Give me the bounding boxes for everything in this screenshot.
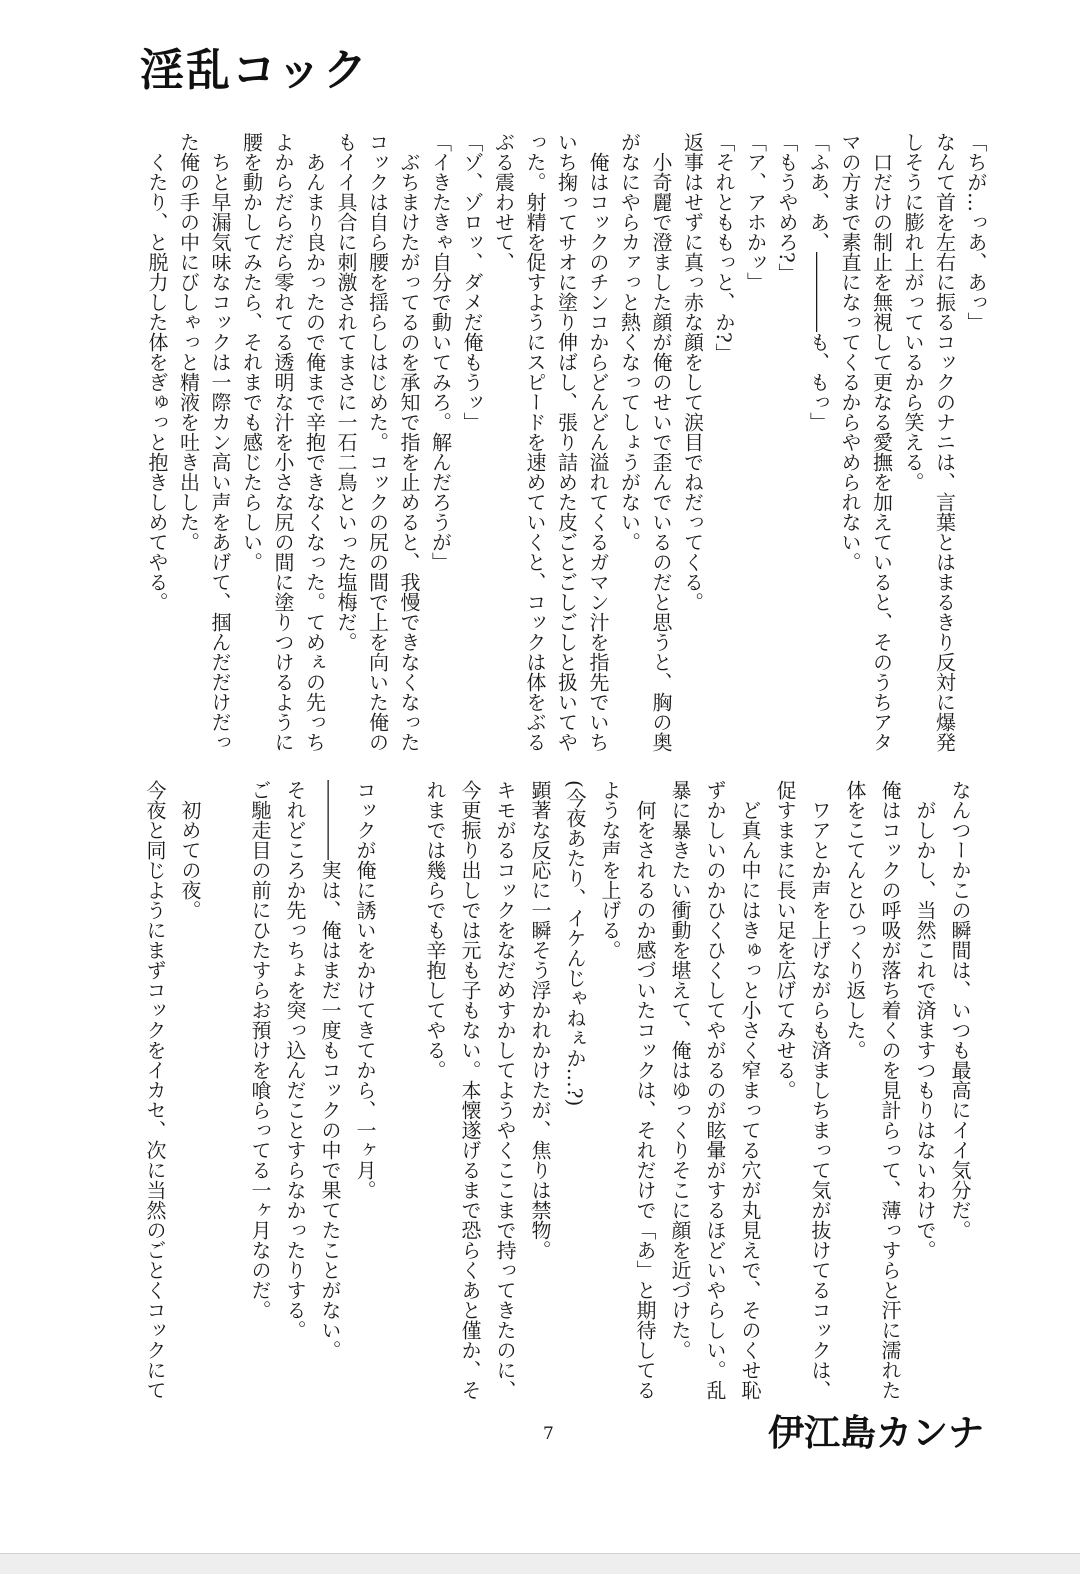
text-line: 口だけの制止を無視して更なる愛撫を加えていると、そのうちアタ	[869, 132, 894, 752]
text-line: マの方まで素直になってくるからやめられない。	[838, 132, 862, 572]
text-line: 腰を動かしてみたら、それまでも感じたらしい。	[239, 132, 264, 572]
text-line: 初めての夜。	[178, 780, 202, 920]
text-line: ぶちまけたがってるのを承知で指を止めると、我慢できなくなった	[397, 132, 421, 752]
text-line: キモがるコックをなだめすかしてようやくここまで持ってきたのに、	[493, 780, 517, 1400]
text-line: ご馳走目の前にひたすらお預けを喰らってる一ヶ月なのだ。	[248, 780, 272, 1320]
story-text-upper	[141, 132, 991, 752]
author-name: 伊江島カンナ	[768, 1413, 985, 1454]
text-line: 「それとももっと、か?」	[712, 132, 736, 363]
text-line: ど真ん中にはきゅっと小さく窄まってる穴が丸見えで、そのくせ恥	[738, 780, 762, 1400]
text-line	[207, 780, 242, 1420]
text-line: なんて首を左右に振るコックのナニは、言葉とはまるきり反対に爆発	[932, 132, 957, 752]
text-line: 小奇麗で澄ました顔が俺のせいで歪んでいるのだと思うと、胸の奥	[649, 132, 673, 752]
text-line: 「ゾ、ゾロッ、ダメだ俺もうッ」	[460, 132, 484, 432]
page-title: 淫乱コック	[140, 45, 370, 96]
scan-edge	[0, 1553, 1080, 1574]
text-line: よからだらだら零れてる透明な汁を小さな尻の間に塗りつけるように	[271, 132, 295, 752]
page-number: 7	[543, 1424, 554, 1444]
story-text-lower	[137, 780, 977, 1420]
text-line: 今更振り出しでは元も子もない。本懐遂げるまで恐らくあと僅か、そ	[458, 780, 482, 1400]
text-line: あんまり良かったので俺まで辛抱できなくなった。てめぇの先っち	[302, 132, 327, 752]
text-line: 「もうやめろ?」	[775, 132, 799, 283]
text-line: 「ふあ、あ、――――も、もっ」	[806, 132, 831, 432]
text-line	[382, 780, 417, 1420]
text-line: それどころか先っちょを突っ込んだことすらなかったりする。	[283, 780, 307, 1340]
text-line: 体をこてんとひっくり返した。	[843, 780, 867, 1060]
text-line: 俺はコックのチンコからどんどん溢れてくるガマン汁を指先でいち	[586, 132, 610, 752]
text-line: ような声を上げる。	[598, 780, 622, 960]
text-line: (今夜あたり、イケんじゃねぇか…?)	[563, 780, 587, 1107]
text-line: 「ちが…っあ、あっ」	[964, 132, 988, 332]
text-line: コックは自ら腰を揺らしはじめた。コックの尻の間で上を向いた俺の	[365, 132, 390, 752]
text-line: ――――実は、俺はまだ一度もコックの中で果てたことがない。	[318, 780, 342, 1360]
text-line: いち掬ってサオに塗り伸ばし、張り詰めた皮ごとごしごしと扱いてや	[554, 132, 579, 752]
text-line: 「ア、アホかッ」	[743, 132, 768, 292]
text-line: 顕著な反応に一瞬そう浮かれかけたが、焦りは禁物。	[528, 780, 552, 1260]
text-line: くたり、と脱力した体をぎゅっと抱きしめてやる。	[145, 132, 169, 612]
text-line: ちと早漏気味なコックは一際カン高い声をあげて、掴んだだけだっ	[208, 132, 232, 752]
text-line: もイイ具合に刺激されてまさに一石二鳥といった塩梅だ。	[334, 132, 358, 652]
text-line: れまでは幾らでも辛抱してやる。	[423, 780, 447, 1080]
text-line: 暴に暴きたい衝動を堪えて、俺はゆっくりそこに顔を近づけた。	[668, 780, 692, 1360]
text-line: がしかし、当然これで済ますつもりはないわけで。	[913, 780, 937, 1260]
text-line: 俺はコックの呼吸が落ち着くのを見計らって、薄っすらと汗に濡れた	[878, 780, 902, 1400]
text-line: しそうに膨れ上がっているから笑える。	[901, 132, 925, 492]
text-line: た俺の手の中にびしゃっと精液を吐き出した。	[176, 132, 201, 552]
text-line: ずかしいのかひくひくしてやがるのが眩暈がするほどいやらしい。乱	[703, 780, 727, 1400]
text-line: がなにやらカァっと熱くなってしょうがない。	[617, 132, 642, 552]
text-line: った。射精を促すようにスピードを速めていくと、コックは体をぶる	[523, 132, 547, 752]
text-line: ワアとか声を上げながらも済ましちまって気が抜けてるコックは、	[808, 780, 832, 1400]
text-line: なんつーかこの瞬間は、いつも最高にイイ気分だ。	[948, 780, 972, 1240]
text-line: コックが俺に誘いをかけてきてから、一ヶ月。	[353, 780, 377, 1200]
text-line: 今夜と同じようにまずコックをイカセ、次に当然のごとくコックにて	[143, 780, 167, 1400]
text-line: 返事はせずに真っ赤な顔をして涙目でねだってくる。	[680, 132, 705, 612]
text-line: 「イきたきゃ自分で動いてみろ。解んだろうが」	[428, 132, 453, 572]
text-line: 何をされるのか感づいたコックは、それだけで「あ」と期待してる	[633, 780, 657, 1400]
text-line: 促すままに長い足を広げてみせる。	[773, 780, 797, 1100]
text-line: ぶる震わせて、	[491, 132, 516, 272]
